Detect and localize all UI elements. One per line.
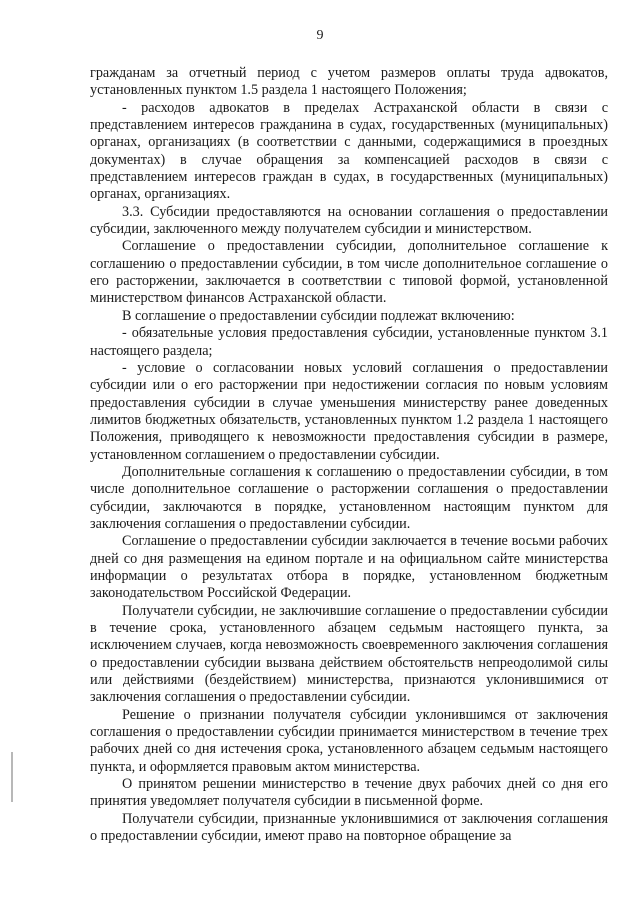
document-body <box>90 65 608 845</box>
body-paragraph: - расходов адвокатов в пределах Астраханской области в связи с представлением интересов гражданина в судах, государственных (муниципальных) органах, организациях (в соответствии с данными, содержащимися в проездных документах) в случае обращения за компенсацией расходов в связи с представлением интересов граждан в судах, в государственных (муниципальных) органах, организациях. <box>90 99 608 203</box>
body-paragraph: Соглашение о предоставлении субсидии заключается в течение восьми рабочих дней со дня размещения на едином портале и на официальном сайте министерства информации о результатах отбора в порядке, установленном бюджетным законодательством Российской Федерации. <box>90 533 608 602</box>
body-paragraph: Получатели субсидии, признанные уклонившимися от заключения соглашения о предоставлении субсидии, имеют право на повторное обращение за <box>90 810 608 845</box>
body-paragraph: - обязательные условия предоставления субсидии, установленные пунктом 3.1 настоящего раздела; <box>90 325 608 359</box>
body-paragraph: О принятом решении министерство в течение двух рабочих дней со дня его принятия уведомляет получателя субсидии в письменной форме. <box>90 776 608 810</box>
body-paragraph: Дополнительные соглашения к соглашению о предоставлении субсидии, в том числе дополнительное соглашение о расторжении соглашения о предоставлении субсидии, заключаются в порядке, установленном настоящим пунктом для заключения соглашения о предоставлении субсидии. <box>90 463 608 532</box>
margin-binding-mark <box>11 752 13 802</box>
page-number: 9 <box>316 28 324 43</box>
body-paragraph: - условие о согласовании новых условий соглашения о предоставлении субсидии или о его расторжении при недостижении согласия по новым условиям предоставления субсидии в случае уменьшения министерству ранее доведенных лимитов бюджетных обязательств, установленных пунктом 1.2 раздела 1 настоящего Положения, приводящего к невозможности предоставления субсидии в размере, установленном соглашением о предоставлении субсидии. <box>90 359 608 463</box>
body-paragraph: В соглашение о предоставлении субсидии подлежат включению: <box>122 307 515 324</box>
body-paragraph: 3.3. Субсидии предоставляются на основании соглашения о предоставлении субсидии, заключенного между получателем субсидии и министерством. <box>90 203 608 238</box>
body-paragraph: Соглашение о предоставлении субсидии, дополнительное соглашение к соглашению о предоставлении субсидии, в том числе дополнительное соглашение о его расторжении, заключается в соответствии с типовой формой, установленной министерством финансов Астраханской области. <box>90 238 608 307</box>
body-paragraph: гражданам за отчетный период с учетом размеров оплаты труда адвокатов, установленных пунктом 1.5 раздела 1 настоящего Положения; <box>90 65 608 99</box>
body-paragraph: Решение о признании получателя субсидии уклонившимся от заключения соглашения о предоставлении субсидии принимается министерством в течение трех рабочих дней со дня истечения срока, установленного абзацем седьмым настоящего пункта, и оформляется правовым актом министерства. <box>90 706 608 775</box>
body-paragraph: Получатели субсидии, не заключившие соглашение о предоставлении субсидии в течение срока, установленного абзацем седьмым настоящего пункта, за исключением случаев, когда невозможность своевременного заключения соглашения о предоставлении субсидии вызвана действием обстоятельств непреодолимой силы или действиями (бездействием) министерства, признаются уклонившимися от заключения соглашения о предоставлении субсидии. <box>90 602 608 706</box>
